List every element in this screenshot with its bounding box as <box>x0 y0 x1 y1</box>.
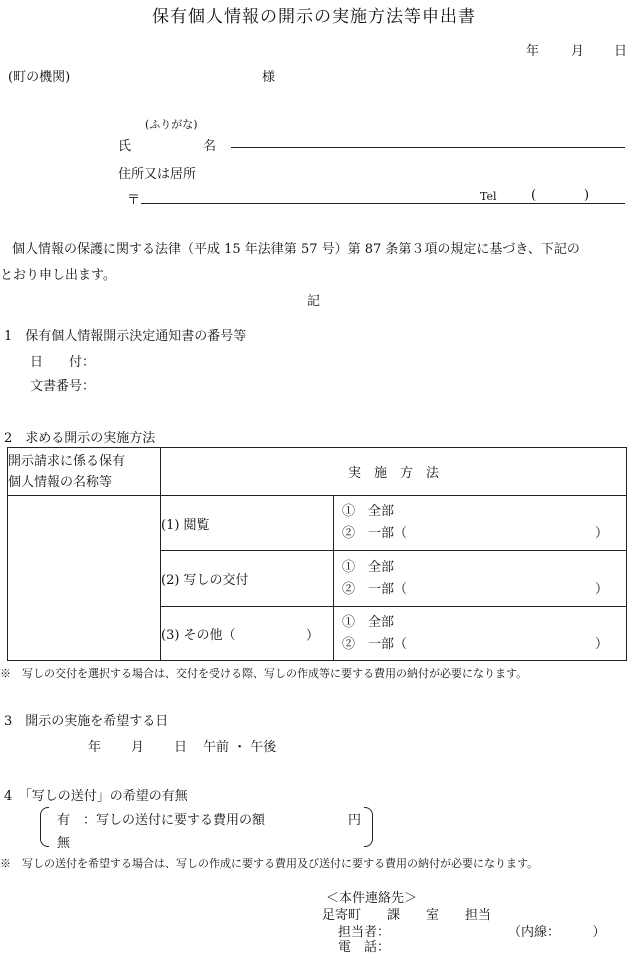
ki-label: 記 <box>307 294 321 309</box>
method-row-copy <box>161 551 334 607</box>
section3-year: 年 <box>88 740 102 755</box>
intro-line-1: 個人情報の保護に関する法律（平成 15 年法律第 57 号）第 87 条第３項の規定に基づき、下記の <box>12 242 580 257</box>
option-all[interactable] <box>334 612 626 634</box>
section2-heading: 2 求める開示の実施方法 <box>4 431 156 446</box>
postal-mark: 〒 <box>127 193 141 208</box>
section2-note: ※ 写しの交付を選択する場合は、交付を受ける際、写しの作成等に要する費用の納付が必要になります。 <box>0 667 528 680</box>
option-all-label: ① 全部 <box>342 504 395 519</box>
section1-date-label: 日 付： <box>30 355 96 370</box>
method-row-other[interactable] <box>161 607 334 661</box>
option-cell-copy[interactable] <box>334 551 627 607</box>
furigana-label: (ふりがな) <box>145 118 198 131</box>
option-partial-label: ② 一部（ <box>342 636 408 652</box>
name-label-2: 名 <box>203 139 217 154</box>
date-year-label: 年 <box>526 44 540 59</box>
table-header-left <box>8 448 161 496</box>
option-partial[interactable] <box>334 634 626 656</box>
shipping-yen: 円 <box>348 813 362 828</box>
tel-paren-open: ( <box>531 188 537 203</box>
tel-label: Tel <box>480 190 497 203</box>
recipient-honorific: 様 <box>262 70 276 85</box>
bracket-right <box>364 807 373 847</box>
tel-paren-close: ) <box>584 188 590 203</box>
recipient-agency: (町の機関) <box>8 70 71 85</box>
info-name-cell[interactable] <box>8 496 161 661</box>
option-partial-close: ） <box>594 526 608 541</box>
method-copy-label: (2) 写しの交付 <box>161 573 249 588</box>
option-partial[interactable] <box>334 579 626 601</box>
method-view-label: (1) 閲覧 <box>161 517 210 533</box>
contact-person: 担当者： <box>338 925 391 940</box>
option-cell-other[interactable] <box>334 607 627 661</box>
section3-ampm[interactable]: 午前 ・ 午後 <box>203 740 277 755</box>
option-partial-label: ② 一部（ <box>342 526 408 541</box>
name-field-line[interactable] <box>231 147 625 148</box>
contact-phone: 電 話： <box>338 940 391 955</box>
section3-month: 月 <box>131 740 145 755</box>
option-partial-close: ） <box>594 636 608 652</box>
shipping-yes[interactable]: 有 ：写しの送付に要する費用の額 <box>57 813 266 828</box>
contact-dept: 足寄町 課 室 担当 <box>322 908 492 923</box>
section3-day: 日 <box>174 740 188 755</box>
option-all-label: ① 全部 <box>342 614 395 630</box>
method-other-close: ） <box>305 628 319 643</box>
option-all-label: ① 全部 <box>342 559 395 575</box>
shipping-no[interactable]: 無 <box>57 836 71 851</box>
table-header-right <box>161 448 627 496</box>
date-month-label: 月 <box>571 44 585 59</box>
table-header-left-line1: 開示請求に係る保有 <box>8 453 126 469</box>
option-all[interactable] <box>334 501 626 523</box>
name-label-1: 氏 <box>118 139 132 154</box>
option-partial[interactable] <box>334 523 626 545</box>
section4-note: ※ 写しの送付を希望する場合は、写しの作成に要する費用及び送付に要する費用の納付が必要になります。 <box>0 857 539 870</box>
date-day-label: 日 <box>614 44 628 59</box>
table-header-right-label: 実 施 方 法 <box>347 466 439 481</box>
section1-docno-label: 文書番号： <box>30 379 96 394</box>
section1-heading: 1 保有個人情報開示決定通知書の番号等 <box>4 329 247 344</box>
method-other-label: (3) その他（ <box>161 628 236 643</box>
option-all[interactable] <box>334 557 626 579</box>
contact-ext: （内線： ） <box>508 925 606 940</box>
method-row-view <box>161 496 334 551</box>
section4-heading: 4 「写しの送付」の希望の有無 <box>4 789 188 804</box>
option-cell-view[interactable] <box>334 496 627 551</box>
address-field-line[interactable] <box>141 203 625 204</box>
option-partial-close: ） <box>594 581 608 597</box>
table-header-left-line2: 個人情報の名称等 <box>8 474 113 490</box>
section3-heading: 3 開示の実施を希望する日 <box>4 714 169 729</box>
bracket-left <box>40 807 49 847</box>
methods-table <box>7 447 627 661</box>
page-title: 保有個人情報の開示の実施方法等申出書 <box>152 7 476 27</box>
intro-line-2: とおり申し出ます。 <box>0 268 116 283</box>
address-label: 住所又は居所 <box>118 167 197 182</box>
contact-header: ＜本件連絡先＞ <box>326 891 418 906</box>
option-partial-label: ② 一部（ <box>342 581 408 597</box>
